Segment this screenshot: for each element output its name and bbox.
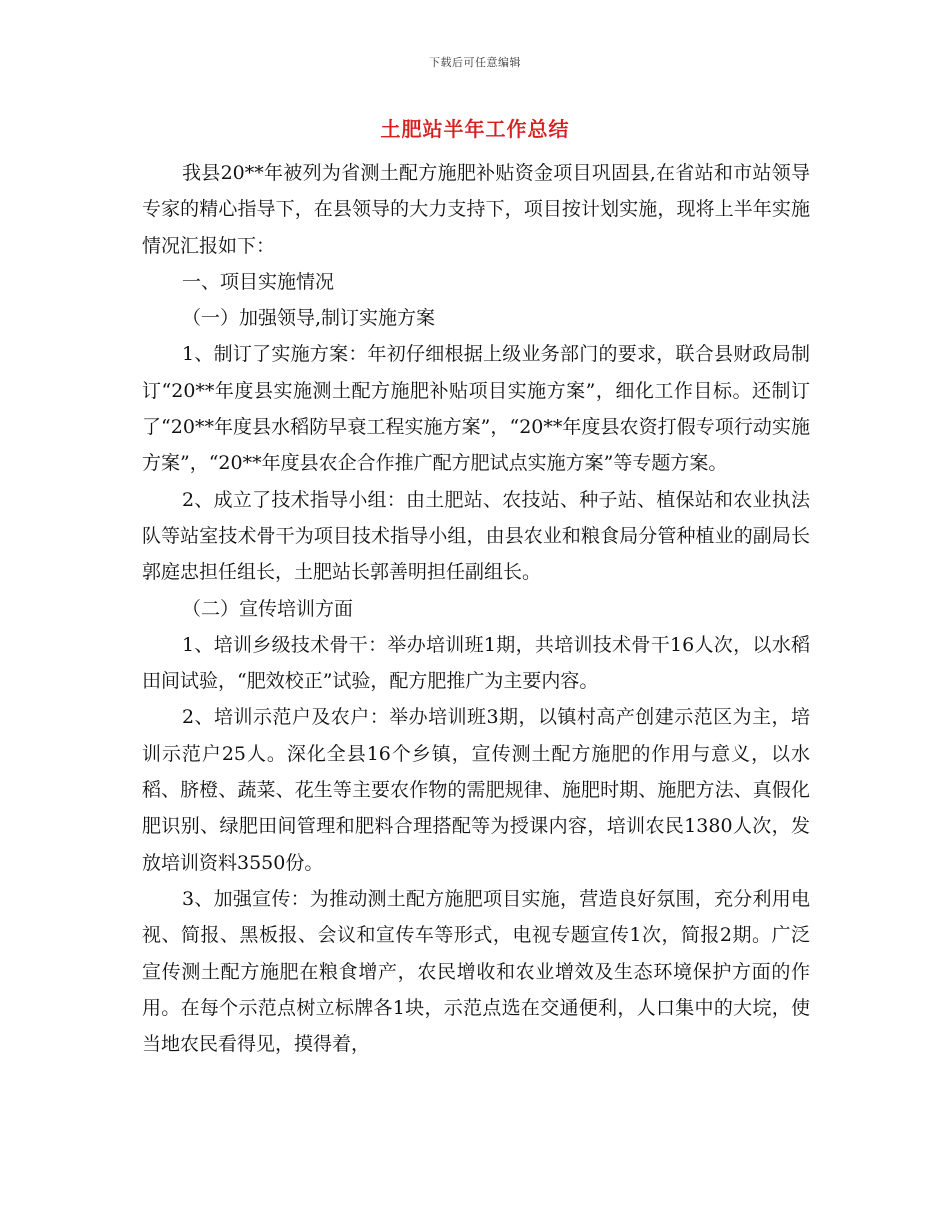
paragraph-training-technicians: 1、培训乡级技术骨干：举办培训班1期，共培训技术骨干16人次，以水稻田间试验，“肥效校正”试验，配方肥推广为主要内容。 bbox=[142, 633, 810, 693]
paragraph-publicity: 3、加强宣传：为推动测土配方施肥项目实施，营造良好氛围，充分利用电视、简报、黑板报、会议和宣传车等形式，电视专题宣传1次，简报2期。广泛宣传测土配方施肥在粮食增产，农民增收和农业增效及生态环境保护方面的作用。在每个示范点树立标牌各1块，示范点选在交通便利，人口集中的大垸，使当地农民看得见，摸得着， bbox=[142, 887, 810, 1056]
subsection-heading-2: （二）宣传培训方面 bbox=[182, 597, 354, 620]
intro-paragraph: 我县20**年被列为省测土配方施肥补贴资金项目巩固县,在省站和市站领导专家的精心指导下，在县领导的大力支持下，项目按计划实施，现将上半年实施情况汇报如下： bbox=[142, 162, 810, 257]
document-title: 土肥站半年工作总结 bbox=[380, 117, 570, 141]
paragraph-implementation-plan: 1、制订了实施方案：年初仔细根据上级业务部门的要求，联合县财政局制订“20**年度县实施测土配方施肥补贴项目实施方案”，细化工作目标。还制订了“20**年度县水稻防早衰工程实施方案”，“20**年度县农资打假专项行动实施方案”，“20**年度县农企合作推广配方肥试点实施方案”等专题方案。 bbox=[142, 343, 810, 475]
paragraph-training-farmers: 2、培训示范户及农户：举办培训班3期，以镇村高产创建示范区为主，培训示范户25人。深化全县16个乡镇，宣传测土配方施肥的作用与意义，以水稻、脐橙、蔬菜、花生等主要农作物的需肥规律、施肥时期、施肥方法、真假化肥识别、绿肥田间管理和肥料合理搭配等为授课内容，培训农民1380人次，发放培训资料3550份。 bbox=[142, 706, 810, 874]
header-note: 下载后可任意编辑 bbox=[429, 56, 521, 69]
document-body bbox=[142, 155, 810, 1062]
paragraph-technical-group: 2、成立了技术指导小组：由土肥站、农技站、种子站、植保站和农业执法队等站室技术骨干为项目技术指导小组，由县农业和粮食局分管种植业的副局长郭庭忠担任组长，土肥站长郭善明担任副组长。 bbox=[142, 488, 810, 584]
subsection-heading-1: （一）加强领导,制订实施方案 bbox=[182, 307, 436, 330]
section-heading-1: 一、项目实施情况 bbox=[182, 270, 335, 293]
